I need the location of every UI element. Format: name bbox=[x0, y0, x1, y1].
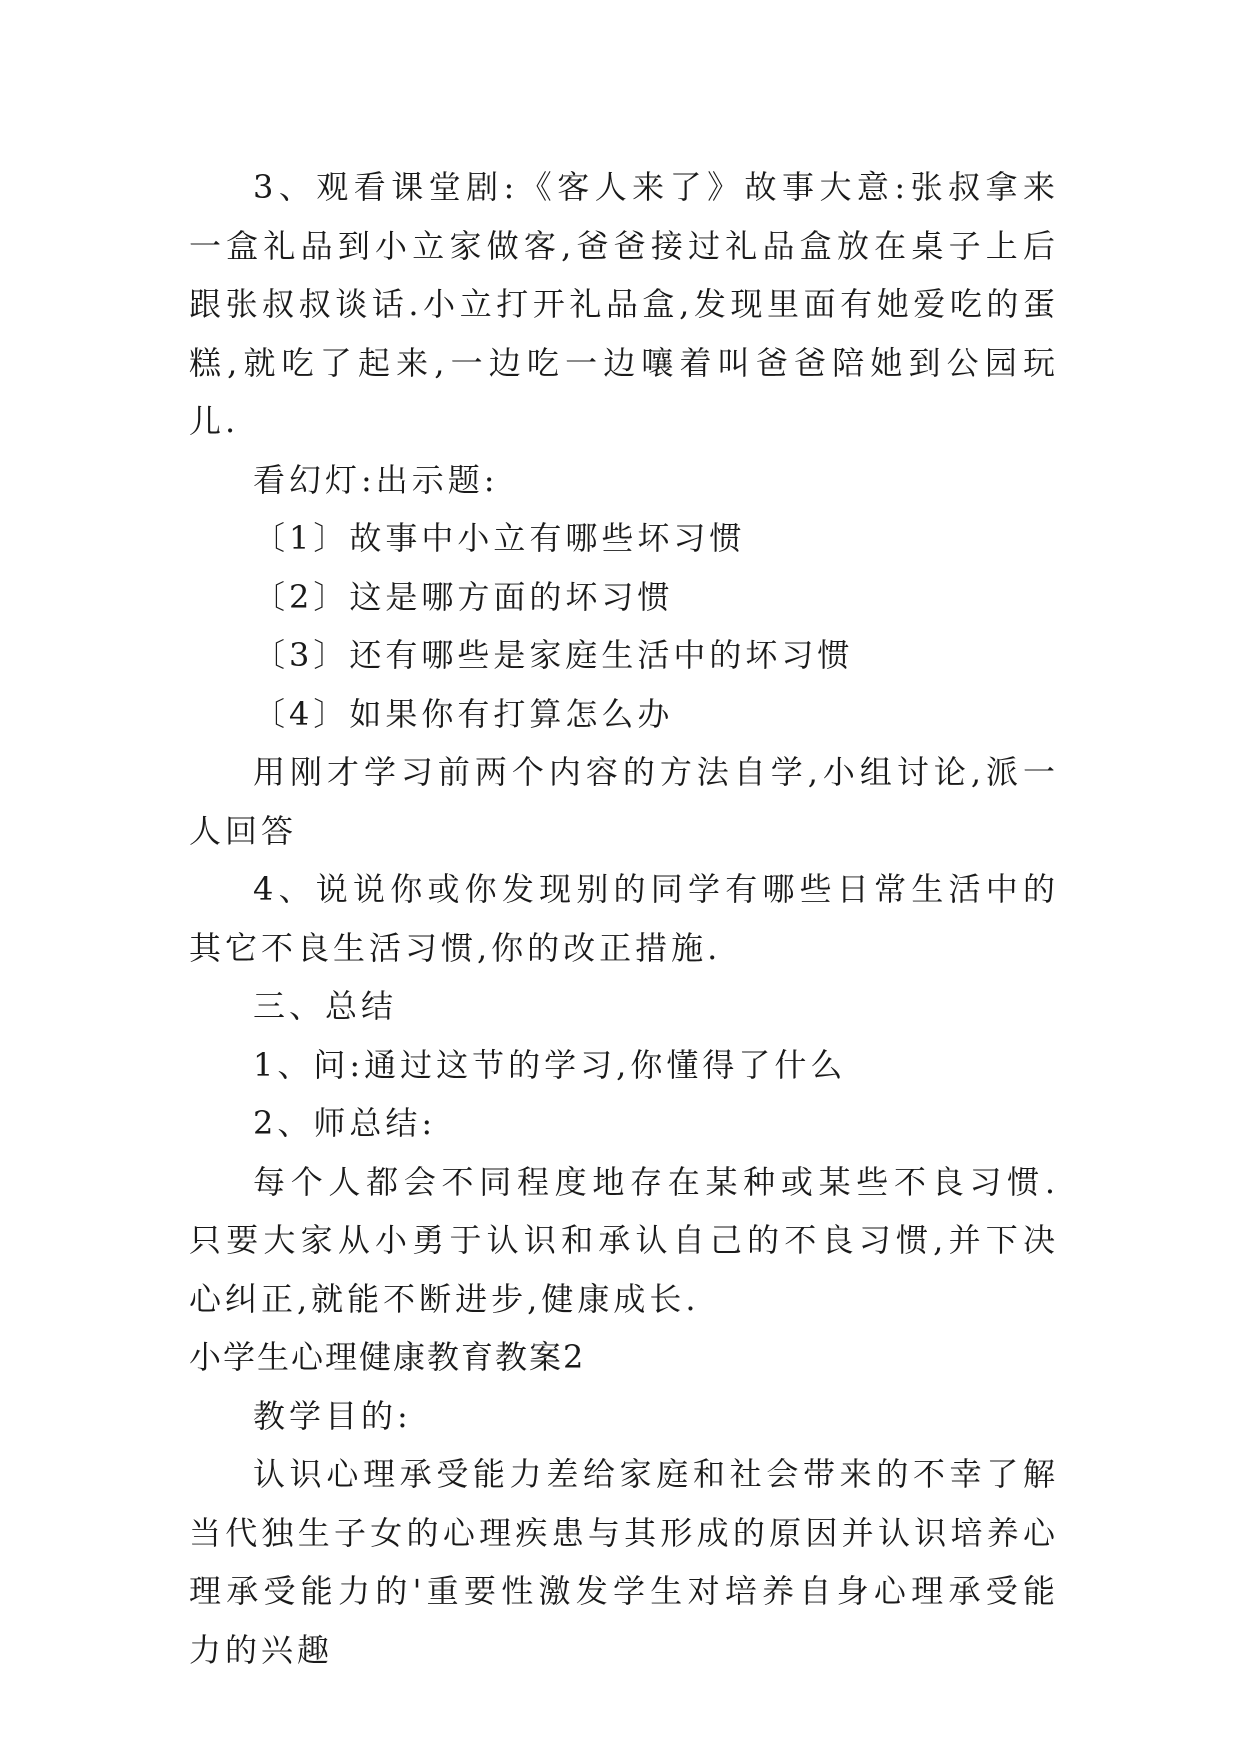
paragraph-step-4: 4、说说你或你发现别的同学有哪些日常生活中的其它不良生活习惯,你的改正措施. bbox=[189, 870, 1059, 967]
paragraph-teaching-goal-label: 教学目的: bbox=[253, 1396, 412, 1435]
question-item-3: 〔3〕还有哪些是家庭生活中的坏习惯 bbox=[253, 636, 854, 674]
paragraph-summary-body: 每个人都会不同程度地存在某种或某些不良习惯.只要大家从小勇于认识和承认自己的不良习惯,并下决心纠正,就能不断进步,健康成长. bbox=[189, 1162, 1059, 1318]
paragraph-teacher-summary: 2、师总结: bbox=[253, 1104, 437, 1142]
question-item-1: 〔1〕故事中小立有哪些坏习惯 bbox=[253, 519, 746, 557]
section-heading-summary: 三、总结 bbox=[253, 987, 398, 1025]
paragraph-slide-questions: 看幻灯:出示题: bbox=[253, 460, 499, 499]
question-item-4: 〔4〕如果你有打算怎么办 bbox=[253, 694, 674, 733]
document-body bbox=[189, 158, 1059, 1679]
question-item-2: 〔2〕这是哪方面的坏习惯 bbox=[253, 577, 674, 616]
paragraph-group-discussion: 用刚才学习前两个内容的方法自学,小组讨论,派一人回答 bbox=[189, 753, 1059, 850]
paragraph-teaching-goal-body: 认识心理承受能力差给家庭和社会带来的不幸了解当代独生子女的心理疾患与其形成的原因并认识培养心理承受能力的'重要性激发学生对培养自身心理承受能力的兴趣 bbox=[189, 1455, 1059, 1669]
lesson-plan-title: 小学生心理健康教育教案2 bbox=[189, 1338, 586, 1376]
paragraph-summary-question: 1、问:通过这节的学习,你懂得了什么 bbox=[253, 1045, 847, 1084]
paragraph-skit-story: 3、观看课堂剧:《客人来了》故事大意:张叔拿来一盒礼品到小立家做客,爸爸接过礼品盒放在桌子上后跟张叔叔谈话.小立打开礼品盒,发现里面有她爱吃的蛋糕,就吃了起来,一边吃一边嚷着叫爸爸陪她到公园玩儿. bbox=[189, 168, 1059, 440]
